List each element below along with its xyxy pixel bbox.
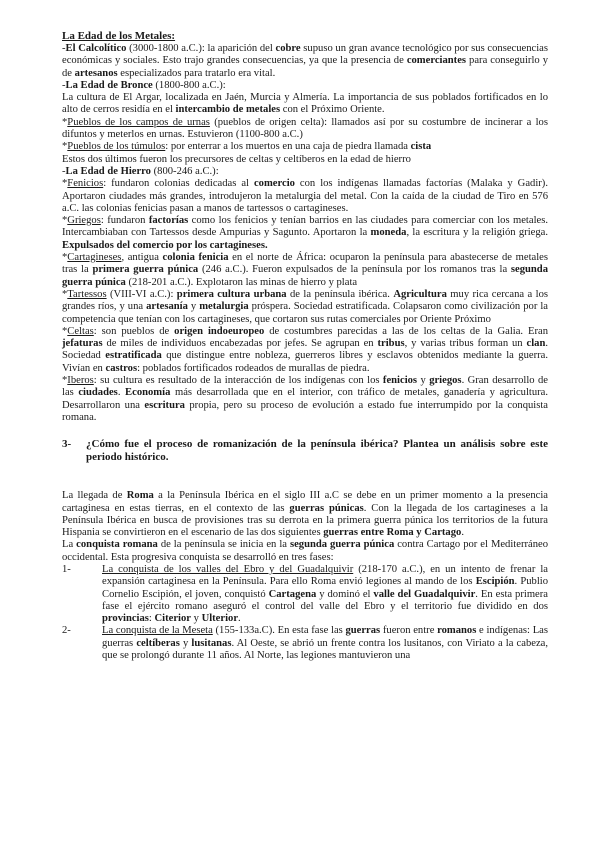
text-run: (218-170 a.C.), en un intento de frenar la expansión cartaginesa en la Península. Para ello Roma envió legiones al mando de los	[102, 563, 548, 588]
celtas-paragraph	[62, 326, 548, 375]
text-run: . En esta primera fase el ejército romano aseguró el control del valle del Ebro y el territorio fue dividido en dos	[102, 588, 548, 612]
bold-term: cista	[410, 141, 432, 153]
bold-term: segunda guerra púnica	[289, 539, 395, 551]
text-run: : su cultura es resultado de la interacción de los indígenas con los	[93, 375, 383, 387]
text-run: (pueblos de origen celta): llamados así por su costumbre de incinerar a los difuntos y meterlos en urnas. Estuvieron (1100-800 a.C.)	[62, 116, 548, 141]
text-run: de miles de individuos encabezadas por jefes. Se agrupan en	[102, 338, 378, 350]
bold-term: escritura	[144, 399, 185, 411]
underlined-term: Pueblos de los campos de urnas	[67, 116, 210, 128]
bold-term: origen indoeuropeo	[174, 325, 265, 337]
text-run: *	[62, 178, 68, 190]
bold-term: castros	[105, 362, 138, 374]
text-run: : poblados fortificados rodeados de murallas de piedra.	[137, 362, 370, 374]
bold-term: tribus	[377, 338, 405, 350]
calcolitico-paragraph	[62, 43, 548, 80]
text-run: *	[62, 116, 68, 128]
bold-term: artesanos	[74, 67, 118, 79]
iberos-paragraph	[62, 375, 548, 424]
section-title: La Edad de los Metales:	[62, 30, 176, 42]
period-heading: El Calcolítico	[65, 43, 127, 54]
text-run: (218-201 a.C.). Explotaron las minas de hierro y plata	[125, 276, 358, 288]
text-run: :	[148, 613, 155, 625]
bold-term: Escipión	[475, 576, 515, 588]
text-run: , y varias tribus forman un	[404, 338, 527, 350]
bold-term: primera cultura urbana	[176, 288, 287, 300]
text-run: *	[62, 325, 68, 337]
bold-term: clan	[526, 338, 546, 350]
bold-term: moneda	[370, 227, 407, 239]
underlined-term: Tartessos	[67, 288, 107, 300]
text-run: .	[117, 387, 126, 399]
text-run: (VIII-VI a.C.):	[106, 288, 177, 300]
text-run: -	[62, 79, 66, 91]
underlined-term: Cartagineses	[67, 252, 122, 264]
bold-term: artesanía	[146, 301, 188, 313]
bold-term: Economía	[125, 387, 171, 399]
text-run: La	[62, 539, 77, 551]
bold-term: comerciantes	[406, 55, 467, 67]
bold-term: guerras púnicas	[289, 502, 364, 514]
text-run: *	[62, 288, 68, 300]
text-run: más desarrollada que en el interior, con tráfico de metales, ganadería y agricultura. Desarrollaron una	[62, 387, 549, 411]
text-run: : fundaron colonias dedicadas al	[103, 178, 254, 190]
list-text	[102, 625, 548, 662]
text-run: -	[62, 43, 66, 54]
text-run: con los indígenas llamadas factorías (Malaka y Gadir). Aportaron ciudades más grandes, introdujeron la metalurgia del metal. Con la caída de la ciudad de Tiro en 576 a.C. las colonias fenicias pasan a manos de tartessos o cartagineses.	[62, 178, 548, 214]
text-run: *	[62, 141, 68, 153]
text-run: de la península se inicia en la	[157, 539, 290, 551]
bold-term: lusitanas	[191, 637, 232, 649]
spacer	[62, 464, 548, 478]
text-run: con el Próximo Oriente.	[280, 104, 385, 116]
text-run: -	[62, 165, 66, 177]
bold-term: fenicios	[382, 375, 418, 387]
bold-term: guerras entre Roma y Cartago	[323, 527, 462, 539]
underlined-term: La conquista de la Meseta	[102, 625, 213, 637]
bold-term: cobre	[275, 43, 301, 54]
spacer	[62, 478, 548, 490]
text-run: para conseguirlo y de	[62, 55, 548, 79]
period-heading: La Edad de Hierro	[65, 165, 151, 177]
text-run: (246 a.C.). Fueron expulsados de la península por los romanos tras la	[198, 264, 511, 276]
bold-term: jefaturas	[62, 338, 103, 350]
underlined-term: Pueblos de los túmulos	[67, 141, 166, 153]
bold-term: guerras	[345, 625, 381, 637]
text-run: y	[190, 613, 202, 625]
text-run: .	[238, 613, 241, 625]
list-text	[102, 564, 548, 625]
text-run: *	[62, 252, 68, 264]
text-run: .	[461, 527, 464, 539]
text-run: : fundaron	[100, 215, 149, 227]
bold-term: estratificada	[105, 350, 162, 362]
underlined-term: Fenicios	[67, 178, 104, 190]
text-run: como los fenicios y tenían barrios en las ciudades para comerciar con los metales. Intercambiaban con Tartessos desde Ampurias y Sagunto. Aportaron la	[62, 215, 548, 239]
underlined-term: Griegos	[67, 215, 101, 227]
text-run: contra Cartago por el Mediterráneo occidental. Esta progresiva conquista se desarrolló en tres fases:	[62, 539, 549, 563]
underlined-term: Iberos	[67, 375, 94, 387]
text-run: La llegada de	[62, 490, 127, 502]
text-run: (3000-1800 a.C.): la aparición del	[126, 43, 276, 54]
text-run: . Sociedad	[62, 338, 548, 362]
conquista-paragraph	[62, 539, 548, 564]
bold-term: Agricultura	[393, 288, 447, 300]
text-run: especializados para tratarlo era vital.	[117, 67, 276, 79]
bold-term: valle del Guadalquivir	[373, 588, 476, 600]
text-run: (155-133a.C). En esta fase las	[212, 625, 346, 637]
llegada-paragraph	[62, 490, 548, 539]
text-run: : por enterrar a los muertos en una caja de piedra llamada	[165, 141, 411, 153]
tartessos-paragraph	[62, 289, 548, 326]
text-run: muy rica cercana a los grandes ríos, y una	[62, 288, 548, 313]
bold-term: Cartagena	[268, 588, 317, 600]
text-run: . Con la llegada de los cartagineses a la Península Ibérica en busca de provisiones tras su derrota en la primera guerra púnica los territorios de la futura Hispania se convirtieron en el escenario de las dos siguientes	[62, 502, 548, 539]
text-run: (800-246 a.C.):	[150, 165, 219, 177]
bold-term: colonia fenicia	[162, 252, 229, 264]
cartagineses-paragraph	[62, 252, 548, 289]
text-run: y	[417, 375, 430, 387]
tumulos-paragraph	[62, 141, 548, 153]
argar-paragraph	[62, 92, 548, 117]
text-run: próspera. Sociedad estratificada. Colapsaron como civilización por la competencia que tenían con los cartagineses, que cortaron sus rutas comerciales por Oriente Próximo	[62, 301, 549, 325]
underlined-term: La conquista de los valles del Ebro y del Guadalquivir	[102, 563, 354, 575]
urnas-paragraph	[62, 117, 548, 142]
bold-term: romanos	[437, 625, 477, 637]
bronce-heading	[62, 80, 548, 92]
text-run: supuso un gran avance tecnológico por sus consecuencias económicas y sociales. Esto trajo grandes consecuencias, ya que la presencia de	[62, 43, 548, 67]
bold-term: Roma	[126, 490, 154, 502]
text-run: y dominó el	[316, 588, 374, 600]
text-run: . Al Oeste, se abrió un frente contra los lusitanos, con Viriato a la cabeza, que se prolongó durante 11 años. Al Norte, las legiones mantuvieron una	[102, 637, 549, 662]
text-run: . Gran desarrollo de las	[62, 375, 548, 399]
text-run: . Publio Cornelio Escipión, el joven, conquistó	[102, 576, 549, 600]
underlined-term: Celtas	[67, 325, 94, 337]
text-run: fueron entre	[380, 625, 438, 637]
text-run: e indígenas: Las guerras	[102, 625, 548, 649]
text-run: y	[187, 301, 200, 313]
list-number: 1-	[62, 563, 71, 575]
bold-term: metalurgia	[199, 301, 249, 313]
bold-term: comercio	[253, 178, 295, 190]
bold-term: griegos	[429, 375, 462, 387]
bold-term: celtíberas	[136, 637, 180, 649]
text-run: y	[179, 637, 192, 649]
text-run: (1800-800 a.C.):	[152, 79, 226, 91]
text-run: La cultura de El Argar, localizada en Jaén, Murcia y Almería. La importancia de sus poblados fortificados en lo alto de cerros residía en el	[62, 92, 548, 116]
bold-term: Citerior	[154, 613, 191, 625]
text-run: , antigua	[121, 252, 163, 264]
bold-term: conquista romana	[76, 539, 158, 551]
precursores-paragraph: Estos dos últimos fueron los precursores de celtas y celtíberos en la edad de hierro	[62, 153, 411, 165]
spacer	[62, 424, 548, 438]
question-text: ¿Cómo fue el proceso de romanización de la península ibérica? Plantea un análisis sobre este periodo histórico.	[86, 438, 548, 464]
list-number: 2-	[62, 625, 71, 637]
bold-term: factorías	[148, 215, 189, 227]
question-heading	[62, 438, 548, 464]
fase-2-item	[62, 625, 548, 662]
period-heading: La Edad de Bronce	[65, 79, 153, 91]
bold-term: ciudades	[78, 387, 118, 399]
hierro-heading	[62, 166, 548, 178]
text-run: : son pueblos de	[93, 325, 175, 337]
griegos-paragraph	[62, 215, 548, 252]
fenicios-paragraph	[62, 178, 548, 215]
text-run: a la Península Ibérica en el siglo III a.C se debe en un primer momento a la presencia cartaginesa en estas tierras, en el contexto de las	[62, 490, 548, 514]
bold-term: Ulterior	[201, 613, 239, 625]
bold-term: primera guerra púnica	[92, 264, 199, 276]
fase-1-item	[62, 564, 548, 625]
text-run: propia, pero su proceso de evolución a estado fue interrumpido por la conquista romana.	[62, 399, 548, 423]
text-run: en el norte de África: ocuparon la península para abastecerse de metales tras la	[62, 252, 548, 276]
bold-term: Expulsados del comercio por los cartagineses.	[62, 239, 268, 251]
question-number: 3-	[62, 438, 72, 451]
text-run: *	[62, 215, 68, 227]
bold-term: segunda guerra púnica	[62, 264, 548, 288]
text-run: de costumbres parecidas a las de los celtas de la Galia. Eran	[264, 325, 548, 337]
bold-term: provincias	[102, 613, 149, 625]
text-run: *	[62, 375, 68, 387]
text-run: que distingue entre nobleza, guerreros libres y esclavos obtenidos mediante la guerra. Vivían en	[62, 350, 548, 374]
text-run: de la península ibérica.	[286, 288, 394, 300]
text-run: , la escritura y la religión griega.	[406, 227, 548, 239]
bold-term: intercambio de metales	[175, 104, 281, 116]
